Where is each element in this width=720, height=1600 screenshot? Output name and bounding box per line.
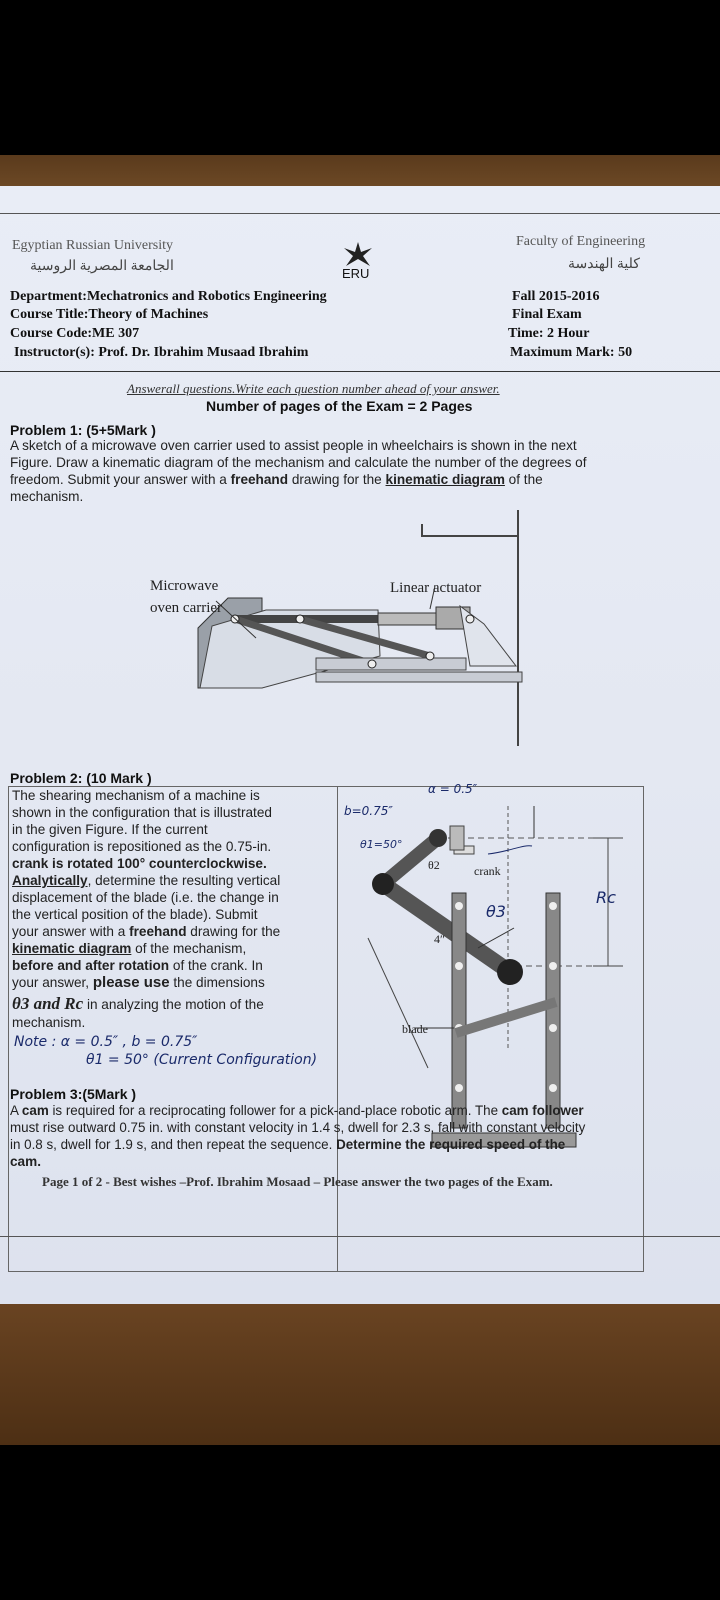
fig2-four: 4″ [434,932,445,946]
fig2-b: b=0.75″ [344,804,393,818]
instructions-pages: Number of pages of the Exam = 2 Pages [206,398,473,414]
problem2-kinematic-diagram: kinematic diagram [12,941,132,956]
problem2-line6-b: , determine the resulting vertical [87,873,281,888]
fig2-alpha: α = 0.5″ [428,782,478,796]
problem2-line12 [12,975,265,992]
problem1-line3-c: of the [504,472,543,487]
header-rule-top [0,213,720,214]
problem2-line13-b: in analyzing the motion of the [83,997,264,1012]
fig2-theta1: θ1=50° [360,838,403,851]
problem2-line12-a: your answer, [12,975,93,990]
problem2-line10 [12,941,246,958]
problem2-line7: displacement of the blade (i.e. the change in [12,890,279,905]
problem1-line2: Figure. Draw a kinematic diagram of the mechanism and calculate the number of the degrees of [10,455,587,470]
microwave-carrier-figure [140,506,540,746]
problem3-cam-follower: cam follower [501,1103,584,1118]
fig2-theta2: θ2 [428,858,440,872]
problem2-please-use: please use [92,974,170,991]
problem2-dimensions: θ3 and Rc [12,994,84,1013]
problem2-line6 [12,873,280,890]
problem2-line4: configuration is repositioned as the 0.75-in. [12,839,272,854]
problem2-analytically: Analytically [12,873,88,888]
header-rule-bottom [0,371,720,372]
problem2-before-after: before and after rotation [12,958,170,973]
problem1-line3 [10,472,543,489]
problem3-line1-a: A [10,1103,22,1118]
problem3-line2: must rise outward 0.75 in. with constant velocity in 1.4 s, dwell for 2.3 s, fall with constant velocity [10,1120,586,1135]
problem2-line2: shown in the configuration that is illustrated [12,805,272,820]
problem3-cam: cam [21,1103,49,1118]
problem2-handwritten-note-2: θ1 = 50° (Current Configuration) [86,1052,318,1068]
problem1-freehand: freehand [230,472,289,487]
problem2-line3: in the given Figure. If the current [12,822,208,837]
course-title: Course Title:Theory of Machines [10,307,209,322]
problem2-line9-c: drawing for the [186,924,281,939]
problem2-line12-c: the dimensions [169,975,265,990]
problem3-line1 [10,1103,584,1120]
problem2-handwritten-note-1: Note : α = 0.5″ , b = 0.75″ [14,1034,198,1050]
problem1-title: Problem 1: (5+5Mark ) [10,422,156,438]
shearing-mechanism-figure [338,788,640,1268]
problem3-line1-c: is required for a reciprocating follower for a pick-and-place robotic arm. The [48,1103,502,1118]
department: Department:Mechatronics and Robotics Engineering [10,289,327,304]
problem2-line14: mechanism. [12,1015,86,1030]
problem1-line3-b: drawing for the [288,472,386,487]
problem3-line4: cam. [10,1154,41,1169]
course-code: Course Code:ME 307 [10,326,140,341]
term: Fall 2015-2016 [512,289,600,304]
fig2-theta3: θ3 [486,902,506,921]
exam-time: Time: 2 Hour [508,326,590,341]
exam-type: Final Exam [512,307,582,322]
problem2-line13 [12,996,264,1014]
problem3-determine: Determine the required speed of the [336,1137,566,1152]
university-name-ar: الجامعة المصرية الروسية [30,259,174,274]
university-name-en: Egyptian Russian University [12,238,173,253]
problem1-kinematic-diagram: kinematic diagram [385,472,505,487]
problem2-freehand: freehand [129,924,187,939]
problem2-line8: the vertical position of the blade). Submit [12,907,258,922]
fig2-blade: blade [402,1022,428,1036]
fig2-crank: crank [474,864,501,878]
problem2-line9-a: your answer with a [12,924,130,939]
exam-page [0,186,720,1304]
problem3-line3-a: in 0.8 s, dwell for 1.9 s, and then repeat the sequence. [10,1137,337,1152]
fig2-rc: Rc [596,888,616,907]
faculty-name-ar: كلية الهندسة [568,257,640,272]
fig1-label-microwave: Microwave [150,578,219,594]
instructions-answer-all: Answerall questions.Write each question number ahead of your answer. [127,381,500,396]
fig1-label-oven-carrier: oven carrier [150,600,223,616]
problem2-line9 [12,924,280,941]
table-surface-bottom [0,1300,720,1445]
logo-text: ERU [342,266,370,281]
star-icon [338,242,378,268]
instructor: Instructor(s): Prof. Dr. Ibrahim Musaad Ibrahim [14,345,309,360]
problem2-line10-b: of the mechanism, [131,941,247,956]
footer-rule [0,1236,720,1237]
table-surface-top [0,155,720,190]
problem1-line4: mechanism. [10,489,84,504]
problem2-title: Problem 2: (10 Mark ) [10,770,152,786]
faculty-name-en: Faculty of Engineering [516,234,646,249]
fig1-label-linear-actuator: Linear actuator [390,580,482,596]
problem3-title: Problem 3:(5Mark ) [10,1086,137,1102]
problem2-line11 [12,958,263,975]
problem1-line1: A sketch of a microwave oven carrier used to assist people in wheelchairs is shown in the next [10,438,577,453]
page-footer: Page 1 of 2 - Best wishes –Prof. Ibrahim Mosaad – Please answer the two pages of the Exam. [42,1174,553,1189]
problem2-line11-b: of the crank. In [169,958,263,973]
problem2-line1: The shearing mechanism of a machine is [12,788,260,803]
problem1-line3-a: freedom. Submit your answer with a [10,472,231,487]
maximum-mark: Maximum Mark: 50 [510,345,633,360]
eru-logo [338,242,378,282]
problem3-line3 [10,1137,565,1154]
problem2-line5: crank is rotated 100° counterclockwise. [12,856,267,871]
